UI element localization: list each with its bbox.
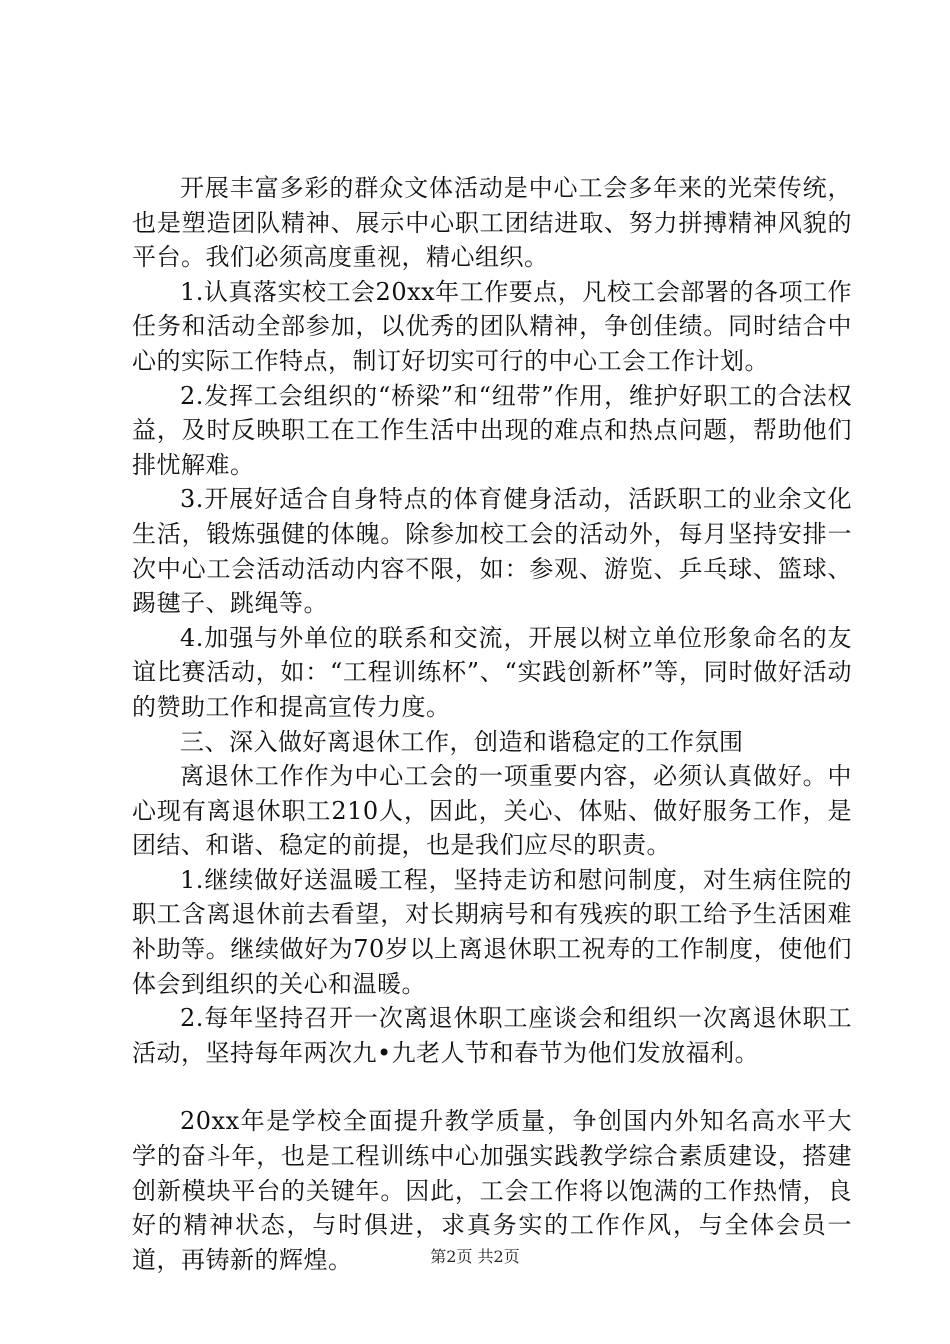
- section-heading-retirement: 三、深入做好离退休工作，创造和谐稳定的工作氛围: [180, 727, 744, 756]
- paragraph-conclusion: 20xx年是学校全面提升教学质量，争创国内外知名高水平大学的奋斗年，也是工程训练中心加强实践教学综合素质建设，搭建创新模块平台的关键年。因此，工会工作将以饱满的工作热情，良好的精神状态，与时俱进，求真务实的工作作风，与全体会员一道，再铸新的辉煌。: [132, 1107, 852, 1274]
- paragraph-cultural-activities-intro: 开展丰富多彩的群众文体活动是中心工会多年来的光荣传统，也是塑造团队精神、展示中心职工团结进取、努力拼搏精神风貌的平台。我们必须高度重视，精心组织。: [132, 174, 852, 272]
- paragraph-retirement-item-1: 1.继续做好送温暖工程，坚持走访和慰问制度，对生病住院的职工含离退休前去看望，对长期病号和有残疾的职工给予生活困难补助等。继续做好为70岁以上离退休职工祝寿的工作制度，使他们体会到组织的关心和温暖。: [132, 865, 852, 998]
- document-body: [132, 171, 852, 1277]
- page-footer: 第2页 共2页: [430, 1247, 520, 1266]
- paragraph-retirement-item-2: 2.每年坚持召开一次离退休职工座谈会和组织一次离退休职工活动，坚持每年两次九•九老人节和春节为他们发放福利。: [132, 1004, 852, 1067]
- paragraph-item-2-bridge-role: 2.发挥工会组织的“桥梁”和“纽带”作用，维护好职工的合法权益，及时反映职工在工作生活中出现的难点和热点问题，帮助他们排忧解难。: [132, 381, 852, 479]
- paragraph-item-1-union-plan: 1.认真落实校工会20xx年工作要点，凡校工会部署的各项工作任务和活动全部参加，以优秀的团队精神，争创佳绩。同时结合中心的实际工作特点，制订好切实可行的中心工会工作计划。: [132, 277, 852, 375]
- paragraph-item-3-sports: 3.开展好适合自身特点的体育健身活动，活跃职工的业余文化生活，锻炼强健的体魄。除参加校工会的活动外，每月坚持安排一次中心工会活动活动内容不限，如：参观、游览、乒乓球、篮球、踢毽子、跳绳等。: [132, 485, 852, 618]
- paragraph-item-4-external-contact: 4.加强与外单位的联系和交流，开展以树立单位形象命名的友谊比赛活动，如：“工程训练杯”、“实践创新杯”等，同时做好活动的赞助工作和提高宣传力度。: [132, 623, 852, 721]
- paragraph-retirement-intro: 离退休工作作为中心工会的一项重要内容，必须认真做好。中心现有离退休职工210人，因此，关心、体贴、做好服务工作，是团结、和谐、稳定的前提，也是我们应尽的职责。: [132, 762, 852, 860]
